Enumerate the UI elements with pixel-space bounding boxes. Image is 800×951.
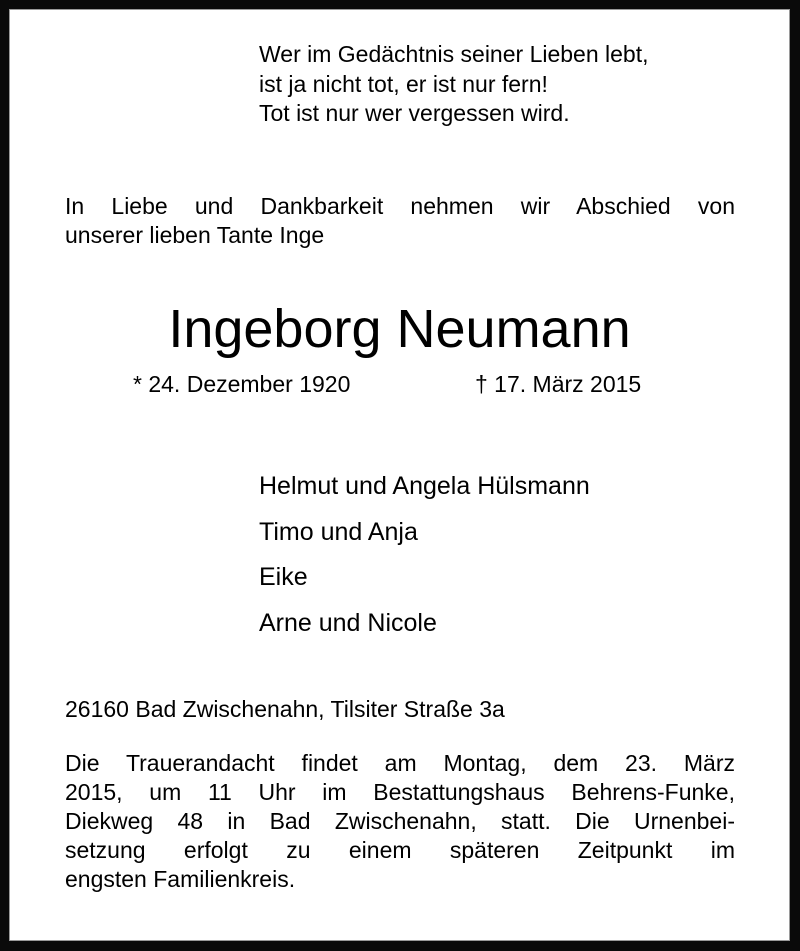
mourner-name: Arne und Nicole — [259, 608, 437, 637]
quote-line: Wer im Gedächtnis seiner Lieben lebt, — [259, 41, 649, 67]
death-date: † 17. März 2015 — [475, 371, 642, 397]
deceased-name: Ingeborg Neumann — [168, 299, 631, 359]
mourners-list — [259, 464, 590, 646]
memorial-quote — [259, 40, 649, 129]
family-address: 26160 Bad Zwischenahn, Tilsiter Straße 3a — [65, 696, 505, 722]
notice-line: Die Trauerandacht findet am Montag, dem 23. März — [65, 750, 735, 776]
intro-line: unserer lieben Tante Inge — [65, 222, 325, 248]
quote-line: Tot ist nur wer vergessen wird. — [259, 100, 570, 126]
notice-line: setzung erfolgt zu einem späteren Zeitpunkt im — [65, 837, 735, 863]
service-notice — [65, 749, 735, 894]
notice-line: 2015, um 11 Uhr im Bestattungshaus Behrens-Funke, — [65, 779, 735, 805]
notice-line: engsten Familienkreis. — [65, 866, 296, 892]
mourner-name: Timo und Anja — [259, 517, 418, 546]
intro-line: In Liebe und Dankbarkeit nehmen wir Abschied von — [65, 193, 735, 219]
mourner-name: Eike — [259, 563, 308, 591]
quote-line: ist ja nicht tot, er ist nur fern! — [259, 70, 548, 97]
notice-line: Diekweg 48 in Bad Zwischenahn, statt. Die Urnenbei- — [65, 808, 735, 834]
birth-date: * 24. Dezember 1920 — [133, 371, 351, 397]
mourner-name: Helmut und Angela Hülsmann — [259, 472, 590, 500]
obituary-notice — [9, 9, 790, 941]
intro-text — [65, 192, 735, 250]
